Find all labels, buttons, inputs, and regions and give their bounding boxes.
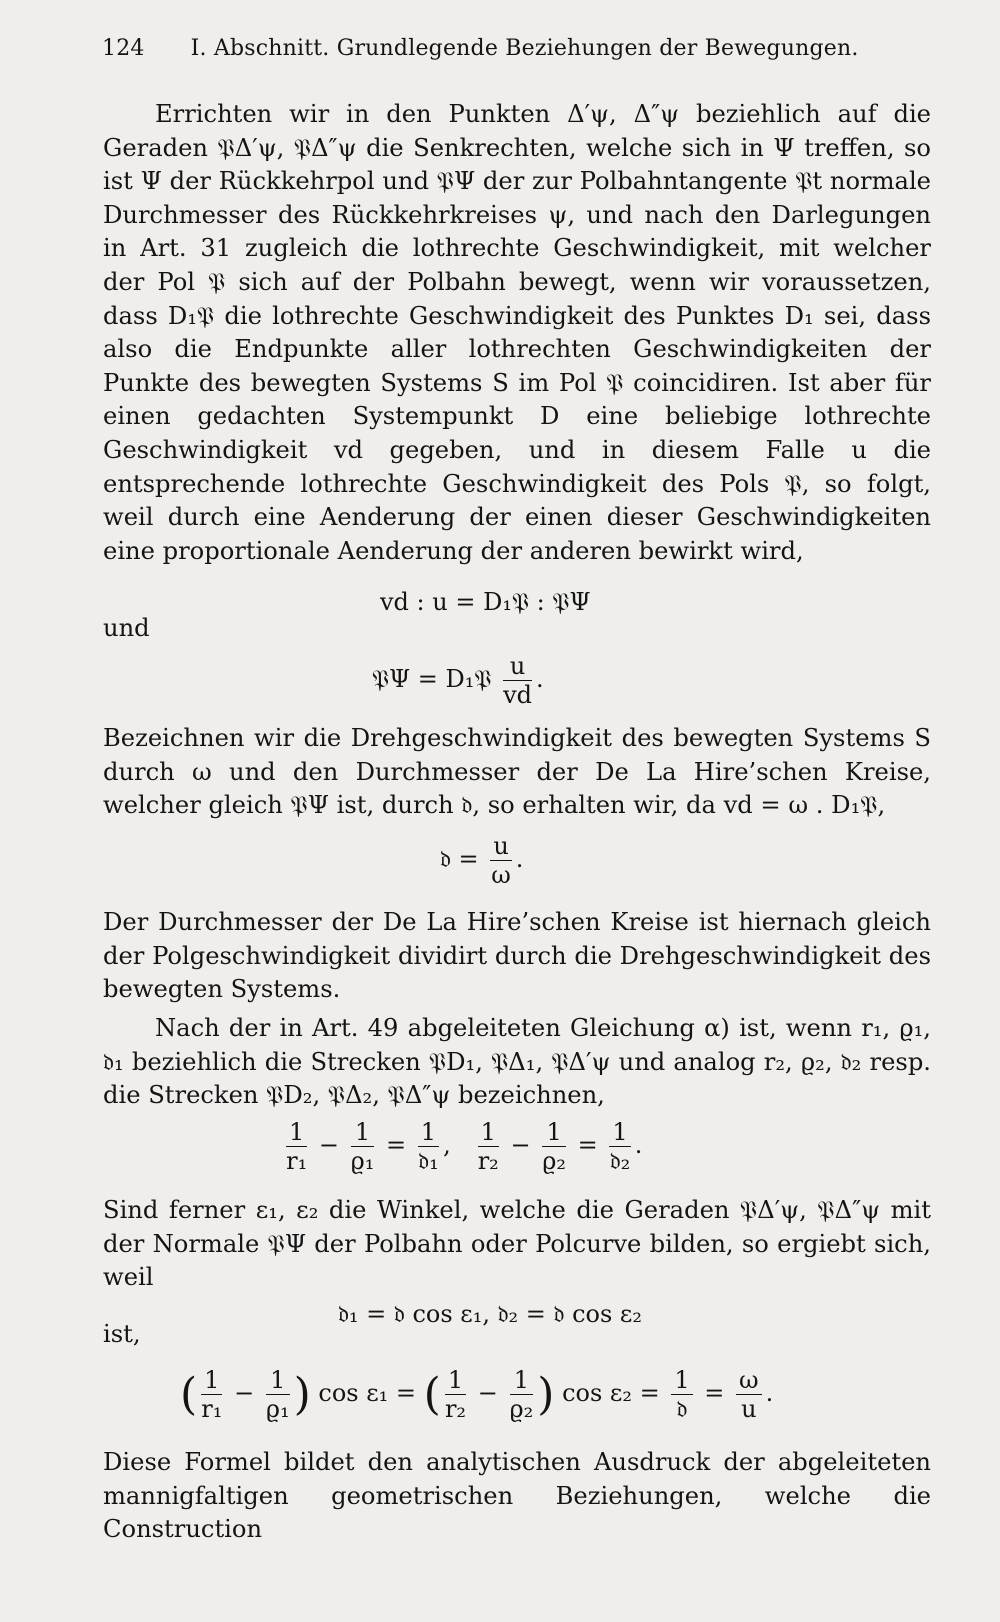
paragraph-5: Sind ferner ε₁, ε₂ die Winkel, welche die Geraden 𝔓Δ′ψ, 𝔓Δ″ψ mit der Normale 𝔓Ψ der Polbahn oder Polcurve bilden, so ergiebt sich, weil [103, 1196, 931, 1292]
equation-diameter: 𝔡 = $\frac{u}{\omega}$ . [440, 832, 524, 889]
label-und: und [103, 614, 150, 642]
paragraph-3: Der Durchmesser der De La Hire’schen Kreise ist hiernach gleich der Polgeschwindigkeit dividirt durch die Drehgeschwindigkeit des bewegten Systems. [103, 908, 931, 1004]
equation-ratio: vd : u = D₁𝔓 : 𝔓Ψ [380, 588, 591, 616]
equation-psi: 𝔓Ψ = D₁𝔓 $\frac{u}{vd}$ . [372, 652, 544, 709]
equation-cosines: 𝔡₁ = 𝔡 cos ε₁, 𝔡₂ = 𝔡 cos ε₂ [338, 1300, 642, 1328]
equation-final: ( $\frac{1}{\text{r₁}}$ − $\frac{1}{\text{ϱ₁}}$ ) cos ε₁ = ( $\frac{1}{\text{r₂}}$ − $\frac{1}{\text{ϱ₂}}$ ) cos ε₂ = $\frac{1}{\text{𝔡}}$ = $\frac{\omega}{u}$ . [180, 1366, 774, 1423]
label-ist: ist, [103, 1320, 141, 1348]
paragraph-6: Diese Formel bildet den analytischen Ausdruck der abgeleiteten mannigfaltigen geometrischen Beziehungen, welche die Construction [103, 1448, 931, 1544]
paragraph-4: Nach der in Art. 49 abgeleiteten Gleichung α) ist, wenn r₁, ϱ₁, 𝔡₁ beziehlich die Strecken 𝔓D₁, 𝔓Δ₁, 𝔓Δ′ψ und analog r₂, ϱ₂, 𝔡₂ resp. die Strecken 𝔓D₂, 𝔓Δ₂, 𝔓Δ″ψ bezeichnen, [103, 1014, 931, 1110]
equation-reciprocals: $\frac{1}{\text{r₁}}$ − $\frac{1}{\text{ϱ₁}}$ = $\frac{1}{\text{𝔡₁}}$ , $\frac{1}{\text{r₂}}$ − $\frac{1}{\text{ϱ₂}}$ = $\frac{1}{\text{𝔡₂}}$ . [286, 1118, 643, 1175]
fraction-u-vd: $\frac{u}{vd}$ [503, 652, 533, 709]
fraction-u-omega: $\frac{u}{\omega}$ [491, 832, 511, 889]
running-title: I. Abschnitt. Grundlegende Beziehungen der Bewegungen. [190, 36, 859, 61]
page-number: 124 [102, 36, 145, 61]
page-header [102, 36, 859, 61]
paragraph-2: Bezeichnen wir die Drehgeschwindigkeit des bewegten Systems S durch ω und den Durchmesser der De La Hire’schen Kreise, welcher gleich 𝔓Ψ ist, durch 𝔡, so erhalten wir, da vd = ω . D₁𝔓, [103, 724, 931, 820]
paragraph-1: Errichten wir in den Punkten Δ′ψ, Δ″ψ beziehlich auf die Geraden 𝔓Δ′ψ, 𝔓Δ″ψ die Senkrechten, welche sich in Ψ treffen, so ist Ψ der Rückkehrpol und 𝔓Ψ der zur Polbahntangente 𝔓t normale Durchmesser des Rückkehrkreises ψ, und nach den Darlegungen in Art. 31 zugleich die lothrechte Geschwindigkeit, mit welcher der Pol 𝔓 sich auf der Polbahn bewegt, wenn wir voraussetzen, dass D₁𝔓 die lothrechte Geschwindigkeit des Punktes D₁ sei, dass also die Endpunkte aller lothrechten Geschwindigkeiten der Punkte des bewegten Systems S im Pol 𝔓 coincidiren. Ist aber für einen gedachten Systempunkt D eine beliebige lothrechte Geschwindigkeit vd gegeben, und in diesem Falle u die entsprechende lothrechte Geschwindigkeit des Pols 𝔓, so folgt, weil durch eine Aenderung der einen dieser Geschwindigkeiten eine proportionale Aenderung der anderen bewirkt wird, [103, 100, 931, 565]
